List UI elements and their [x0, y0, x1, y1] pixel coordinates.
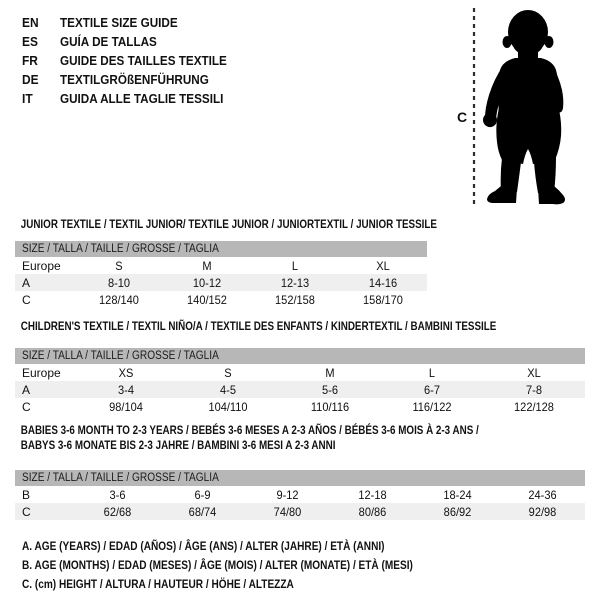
size-header-bar: [15, 348, 585, 364]
table-cell: 116/122: [412, 399, 452, 414]
table-cell: 18-24: [443, 487, 472, 502]
table-row-age: [15, 274, 427, 291]
table-cell: 68/74: [188, 504, 217, 519]
row-label: C: [22, 292, 31, 307]
junior-size-table: [15, 241, 427, 308]
table-cell: S: [224, 365, 232, 380]
row-label: B: [22, 487, 31, 502]
table-cell: 110/116: [310, 399, 350, 414]
table-cell: XS: [118, 365, 134, 380]
section-title: CHILDREN'S TEXTILE / TEXTIL NIÑO/A / TEXTILE DES ENFANTS / KINDERTEXTIL / BAMBINI TESSILE: [20, 319, 497, 333]
table-cell: 80/86: [358, 504, 387, 519]
table-cell: 6-7: [424, 382, 440, 397]
lang-label: TEXTILGRÖßENFÜHRUNG: [60, 72, 209, 87]
lang-code: IT: [22, 91, 33, 106]
table-cell: L: [291, 258, 299, 273]
table-cell: M: [325, 365, 335, 380]
row-label: C: [22, 399, 31, 414]
table-cell: 5-6: [322, 382, 338, 397]
lang-label: GUIDA ALLE TAGLIE TESSILI: [60, 91, 224, 106]
table-cell: 9-12: [276, 487, 299, 502]
table-cell: 7-8: [526, 382, 542, 397]
table-cell: 122/128: [514, 399, 554, 414]
table-cell: 86/92: [443, 504, 472, 519]
table-cell: 8-10: [107, 275, 131, 290]
section-title-line-1: BABIES 3-6 MONTH TO 2-3 YEARS / BEBÉS 3-6 MESES A 2-3 AÑOS / BÉBÉS 3-6 MOIS À 2-3 ANS /: [20, 423, 479, 437]
size-figure: [445, 0, 597, 215]
table-cell: 3-6: [109, 487, 126, 502]
table-cell: XL: [527, 365, 541, 380]
table-cell: L: [428, 365, 436, 380]
table-cell: S: [115, 258, 123, 273]
table-cell: 6-9: [194, 487, 211, 502]
lang-code: FR: [22, 53, 38, 68]
table-cell: 12-13: [280, 275, 310, 290]
table-cell: 98/104: [109, 399, 143, 414]
table-cell: 140/152: [187, 292, 227, 307]
table-row-age-months: [15, 486, 585, 503]
table-cell: XL: [376, 258, 390, 273]
row-label: A: [22, 382, 31, 397]
lang-row-de: [22, 70, 245, 89]
lang-code: DE: [22, 72, 39, 87]
lang-row-en: [22, 13, 245, 32]
lang-label: TEXTILE SIZE GUIDE: [60, 15, 178, 30]
junior-textile-section: [15, 217, 437, 308]
table-row-europe: [15, 257, 427, 274]
table-row-height: [15, 503, 585, 520]
lang-row-it: [22, 89, 245, 108]
table-cell: 10-12: [192, 275, 222, 290]
table-cell: M: [202, 258, 212, 273]
table-cell: 152/158: [275, 292, 315, 307]
table-cell: 3-4: [118, 382, 134, 397]
measure-label-c: C: [457, 109, 468, 125]
table-cell: 62/68: [103, 504, 132, 519]
lang-code: EN: [22, 15, 39, 30]
table-row-height: [15, 398, 585, 415]
babies-textile-section: [15, 423, 585, 520]
table-row-height: [15, 291, 427, 308]
row-label: Europe: [22, 365, 61, 380]
lang-label: GUIDE DES TAILLES TEXTILE: [60, 53, 227, 68]
row-label: A: [22, 275, 31, 290]
table-cell: 14-16: [368, 275, 398, 290]
section-title-line-2: BABYS 3-6 MONATE BIS 2-3 JAHRE / BAMBINI 3-6 MESI A 2-3 ANNI: [20, 438, 336, 452]
size-header-bar: [15, 241, 427, 257]
lang-label: GUÍA DE TALLAS: [60, 34, 157, 49]
table-row-europe: [15, 364, 585, 381]
footnote-a: A. AGE (YEARS) / EDAD (AÑOS) / ÂGE (ANS) / ALTER (JAHRE) / ETÀ (ANNI): [22, 539, 385, 553]
size-header-text: SIZE / TALLA / TAILLE / GRÖSSE / TAGLIA: [22, 243, 219, 255]
size-header-bar: [15, 470, 585, 486]
row-label: Europe: [22, 258, 61, 273]
table-cell: 24-36: [528, 487, 557, 502]
childrens-textile-section: [15, 319, 585, 415]
table-cell: 128/140: [99, 292, 139, 307]
childrens-size-table: [15, 348, 585, 415]
footnote-c: C. (cm) HEIGHT / ALTURA / HAUTEUR / HÖHE / ALTEZZA: [22, 577, 294, 591]
row-label: C: [22, 504, 31, 519]
footnotes: [22, 537, 600, 594]
table-cell: 12-18: [358, 487, 387, 502]
lang-row-fr: [22, 51, 245, 70]
lang-row-es: [22, 32, 245, 51]
language-guide: [22, 13, 245, 108]
lang-code: ES: [22, 34, 38, 49]
size-header-text: SIZE / TALLA / TAILLE / GRÖSSE / TAGLIA: [22, 472, 219, 484]
table-cell: 104/110: [208, 399, 248, 414]
table-cell: 158/170: [363, 292, 403, 307]
table-cell: 74/80: [273, 504, 302, 519]
section-title: JUNIOR TEXTILE / TEXTIL JUNIOR/ TEXTILE JUNIOR / JUNIORTEXTIL / JUNIOR TESSILE: [20, 217, 437, 231]
toddler-silhouette-icon: [483, 10, 565, 204]
table-cell: 92/98: [528, 504, 557, 519]
babies-size-table: [15, 470, 585, 520]
table-cell: 4-5: [220, 382, 236, 397]
footnote-b: B. AGE (MONTHS) / EDAD (MESES) / ÂGE (MOIS) / ALTER (MONATE) / ETÀ (MESI): [22, 558, 413, 572]
table-row-age: [15, 381, 585, 398]
size-header-text: SIZE / TALLA / TAILLE / GRÖSSE / TAGLIA: [22, 350, 219, 362]
